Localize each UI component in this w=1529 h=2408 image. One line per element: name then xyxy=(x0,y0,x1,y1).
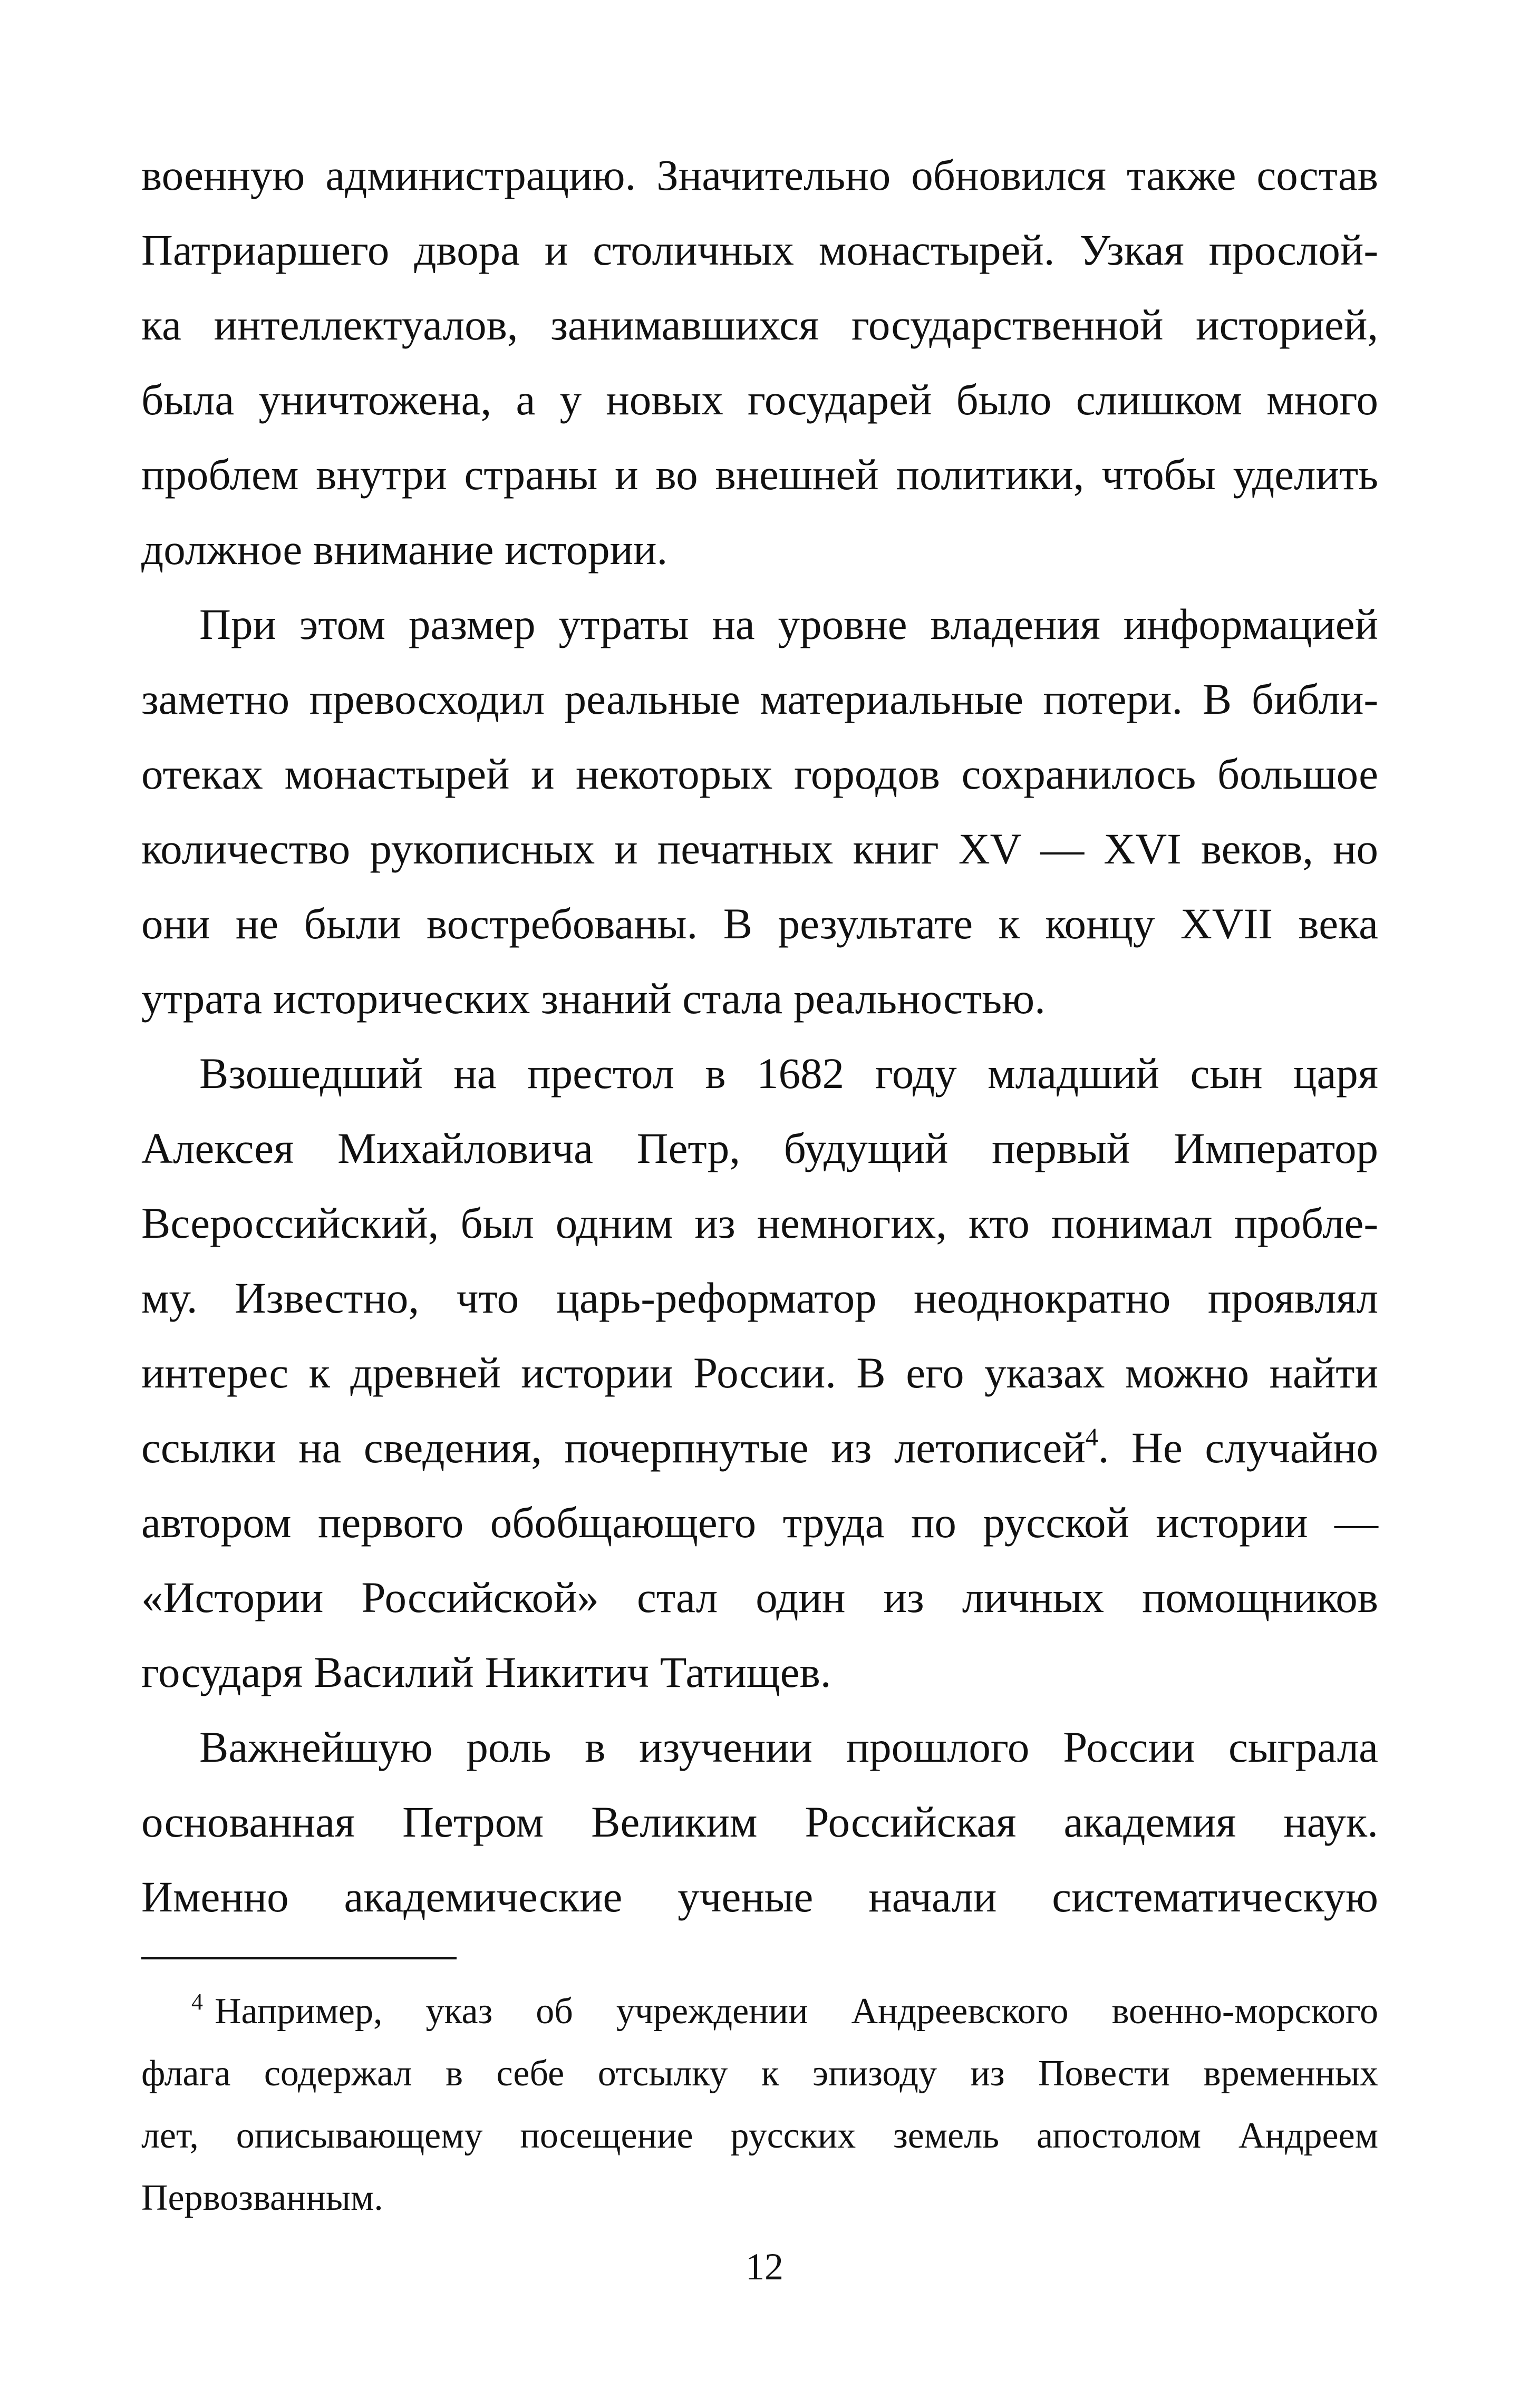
text-line: Всероссийский, был одним из немногих, кто понимал пробле- xyxy=(141,1199,1378,1247)
text-line: Взошедший на престол в 1682 году младший сын царя xyxy=(199,1049,1378,1098)
text-line: должное внимание истории. xyxy=(141,525,668,574)
footnote-reference[interactable]: 4 xyxy=(1085,1423,1098,1451)
text-line: отеках монастырей и некоторых городов сохранилось большое xyxy=(141,750,1378,798)
footnote-text: Например, указ об учреждении Андреевского военно-морского xyxy=(215,1991,1378,2032)
footnote-line: Первозванным. xyxy=(141,2178,383,2218)
text-line: «Истории Российской» стал один из личных помощников xyxy=(141,1573,1378,1621)
text-line: ка интеллектуалов, занимавшихся государственной историей, xyxy=(141,300,1378,349)
text-line: была уничтожена, а у новых государей было слишком много xyxy=(141,375,1378,424)
text-line: утрата исторических знаний стала реальностью. xyxy=(141,974,1046,1023)
text-line: При этом размер утраты на уровне владения информацией xyxy=(199,600,1378,648)
text-line: основанная Петром Великим Российская академия наук. xyxy=(141,1798,1378,1846)
text-line: количество рукописных и печатных книг XV — XVI веков, но xyxy=(141,824,1378,873)
text-line: автором первого обобщающего труда по русской истории — xyxy=(141,1498,1378,1547)
text-line: интерес к древней истории России. В его указах можно найти xyxy=(141,1348,1378,1397)
text-line: заметно превосходил реальные материальные потери. В библи- xyxy=(141,675,1378,723)
text-line: Патриаршего двора и столичных монастырей. Узкая прослой- xyxy=(141,226,1378,274)
text-line: Алексея Михайловича Петр, будущий первый Император xyxy=(141,1124,1378,1172)
text-line: государя Василий Никитич Татищев. xyxy=(141,1648,831,1696)
text-segment: . Не случайно xyxy=(1098,1423,1378,1472)
text-line: военную администрацию. Значительно обновился также состав xyxy=(141,151,1378,199)
text-line: му. Известно, что царь-реформатор неоднократно проявлял xyxy=(141,1274,1378,1322)
text-line: Важнейшую роль в изучении прошлого России сыграла xyxy=(199,1723,1378,1771)
text-line: Именно академические ученые начали систематическую xyxy=(141,1872,1378,1921)
text-line: проблем внутри страны и во внешней политики, чтобы уделить xyxy=(141,450,1378,499)
footnote-mark: 4 xyxy=(191,1989,203,2015)
page-number: 12 xyxy=(746,2246,783,2288)
footnote-line: лет, описывающему посещение русских земель апостолом Андреем xyxy=(141,2115,1378,2156)
footnote-line xyxy=(191,1981,1378,2042)
footnote-separator xyxy=(141,1957,457,1959)
text-line: они не были востребованы. В результате к концу XVII века xyxy=(141,899,1378,948)
text-segment: ссылки на сведения, почерпнутые из летописей xyxy=(141,1423,1086,1472)
footnote-line: флага содержал в себе отсылку к эпизоду из Повести временных xyxy=(141,2053,1378,2094)
text-line xyxy=(141,1411,1378,1484)
